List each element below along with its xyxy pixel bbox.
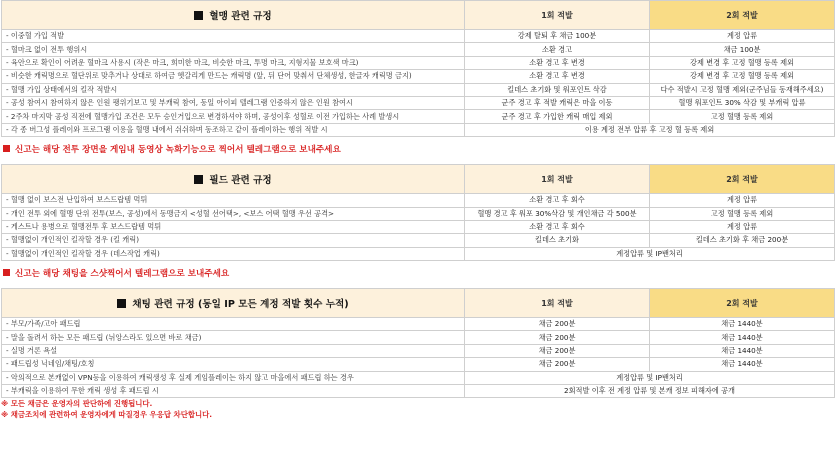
- first-penalty: 소환 경고 후 회수: [465, 194, 650, 207]
- second-penalty: 계정 압류: [650, 194, 835, 207]
- footnote-mute-complaint: ※ 채금조치에 관련하여 운영자에게 따질경우 우응답 차단합니다.: [1, 410, 213, 420]
- table-row: [2, 70, 835, 83]
- second-penalty: 계정 압류: [650, 30, 835, 43]
- table-row: [2, 30, 835, 43]
- table-row: [2, 220, 835, 233]
- blood-rules-title: 혈맹 관련 규정: [2, 1, 465, 30]
- table-row: [2, 385, 835, 398]
- second-penalty: 채금 1440분: [650, 318, 835, 331]
- blood-rules-table: [1, 0, 835, 137]
- first-penalty: 채금 200분: [465, 358, 650, 371]
- rule-desc: - 각 종 버그성 플레이와 프로그램 이용을 혈맹 내에서 쉬쉬하며 동조하고 같이 플레이하는 행위 적발 시: [2, 123, 465, 136]
- second-penalty: 강제 변경 후 고정 혈맹 등록 제외: [650, 70, 835, 83]
- first-penalty: 킬데스 초기화 및 워포인트 삭감: [465, 83, 650, 96]
- rule-desc: - 이중혈 가입 적발: [2, 30, 465, 43]
- rule-desc: - 게스트나 용병으로 혈맹전투 후 보스드랍템 먹튀: [2, 220, 465, 233]
- rule-desc: - 부모/가족/고아 패드립: [2, 318, 465, 331]
- first-penalty: 소환 경고 후 변경: [465, 70, 650, 83]
- table-row: [2, 344, 835, 357]
- table-row: [2, 43, 835, 56]
- table-row: [2, 83, 835, 96]
- square-bullet-icon: [194, 175, 203, 184]
- notice-screenshot-report: 신고는 해당 채팅을 스샷찍어서 텔레그램으로 보내주세요: [0, 261, 835, 288]
- rule-desc: - 혈맹없이 개인적인 킬작할 경우 (킬 캐릭): [2, 234, 465, 247]
- first-penalty: 혈맹 경고 후 워포 30%삭감 및 개인채금 각 500분: [465, 207, 650, 220]
- second-penalty: 계정 압류: [650, 220, 835, 233]
- second-penalty: 강제 변경 후 고정 혈맹 등록 제외: [650, 56, 835, 69]
- blood-col-second: 2회 적발: [650, 1, 835, 30]
- second-penalty: 다수 적발시 고정 혈맹 제외(군주님들 동재해주세요): [650, 83, 835, 96]
- second-penalty: 채금 100분: [650, 43, 835, 56]
- second-penalty: 고정 혈맹 등록 제외: [650, 207, 835, 220]
- rule-desc: - 말을 돌려서 하는 모든 패드립 (뉘앙스라도 있으면 바로 채금): [2, 331, 465, 344]
- footnote-mute-judgement: ※ 모든 채금은 운영자의 판단하에 진행됩니다.: [1, 399, 153, 409]
- rule-desc: - 악의적으로 본캐없이 VPN등을 이용하여 캐릭생성 후 실제 게임플레이는 하지 않고 마을에서 패드립 하는 경우: [2, 371, 465, 384]
- second-penalty: 혈맹 워포인트 30% 삭감 및 부캐릭 압류: [650, 96, 835, 109]
- blood-col-first: 1회 적발: [465, 1, 650, 30]
- first-penalty: 채금 200분: [465, 344, 650, 357]
- first-penalty: 군주 경고 후 적발 캐릭은 마을 이동: [465, 96, 650, 109]
- rule-desc: - 육안으로 확인이 어려운 혈마크 사용시 (작은 마크, 희미한 마크, 비슷한 마크, 투명 마크, 지형지물 보호색 마크): [2, 56, 465, 69]
- chat-col-first: 1회 적발: [465, 289, 650, 318]
- table-row: [2, 234, 835, 247]
- merged-penalty: 이용 계정 전부 압류 후 고정 혈 등록 제외: [465, 123, 835, 136]
- field-rules-title: 필드 관련 규정: [2, 165, 465, 194]
- red-square-bullet-icon: [3, 145, 10, 152]
- second-penalty: 고정 혈맹 등록 제외: [650, 110, 835, 123]
- table-row: [2, 318, 835, 331]
- table-row: [2, 194, 835, 207]
- rule-desc: - 개인 전투 외에 혈맹 단위 전투(보스, 공성)에서 동맹금지 <성혈 선어택>, <보스 어택 혈맹 우선 공격>: [2, 207, 465, 220]
- merged-penalty: 계정압류 및 IP밴처리: [465, 371, 835, 384]
- table-row: [2, 96, 835, 109]
- field-col-second: 2회 적발: [650, 165, 835, 194]
- field-rules-table: [1, 164, 835, 261]
- second-penalty: 채금 1440분: [650, 358, 835, 371]
- table-row: [2, 56, 835, 69]
- first-penalty: 소환 경고: [465, 43, 650, 56]
- rule-desc: - 부캐릭을 이용하여 무한 캐릭 생성 후 패드립 시: [2, 385, 465, 398]
- rule-desc: - 비슷한 캐릭명으로 혈단위로 맞추거나 상대로 하여금 헷갈리게 만드는 캐릭명 (앞, 뒤 단어 맞춰서 단체생성, 한글자 캐릭명 금지): [2, 70, 465, 83]
- rule-desc: - 혈맹없이 개인적인 킬작할 경우 (데스작업 캐릭): [2, 247, 465, 260]
- rule-desc: - 패드립성 닉네임/채팅/호칭: [2, 358, 465, 371]
- rule-desc: - 공성 참여시 참여하지 않은 인원 팽위기보고 및 부캐릭 참여, 동일 아이피 텔레그램 인증하지 않은 인원 참여시: [2, 96, 465, 109]
- table-row: [2, 247, 835, 260]
- first-penalty: 소환 경고 후 회수: [465, 220, 650, 233]
- rule-desc: - 혈맹 가입 상태에서의 킬작 적발시: [2, 83, 465, 96]
- second-penalty: 킬데스 초기화 후 채금 200분: [650, 234, 835, 247]
- field-col-first: 1회 적발: [465, 165, 650, 194]
- second-penalty: 채금 1440분: [650, 331, 835, 344]
- square-bullet-icon: [117, 299, 126, 308]
- table-row: [2, 331, 835, 344]
- first-penalty: 강제 탈퇴 후 채금 100분: [465, 30, 650, 43]
- chat-col-second: 2회 적발: [650, 289, 835, 318]
- first-penalty: 채금 200분: [465, 318, 650, 331]
- rule-desc: - 실명 거론 욕설: [2, 344, 465, 357]
- rule-desc: - 2주차 마지막 공성 직전에 혈맹가입 조건은 모두 승인거입으로 변경하셔야 하며, 공성이후 성혈로 이전 가입하는 사례 발생시: [2, 110, 465, 123]
- square-bullet-icon: [194, 11, 203, 20]
- table-row: [2, 358, 835, 371]
- chat-rules-table: [1, 288, 835, 398]
- second-penalty: 채금 1440분: [650, 344, 835, 357]
- chat-rules-title: 채팅 관련 규정 (동일 IP 모든 계정 적발 횟수 누적): [2, 289, 465, 318]
- notice-video-report: 신고는 해당 전투 장면을 게임내 동영상 녹화기능으로 찍어서 텔레그램으로 보내주세요: [0, 137, 835, 164]
- red-square-bullet-icon: [3, 269, 10, 276]
- first-penalty: 채금 200분: [465, 331, 650, 344]
- table-row: [2, 371, 835, 384]
- first-penalty: 군주 경고 후 가입한 캐릭 매입 제외: [465, 110, 650, 123]
- first-penalty: 소환 경고 후 변경: [465, 56, 650, 69]
- merged-penalty: 계정압류 및 IP밴처리: [465, 247, 835, 260]
- table-row: [2, 123, 835, 136]
- rule-desc: - 혈마크 없이 전투 행위시: [2, 43, 465, 56]
- rule-desc: - 혈맹 없이 보스전 난입하여 보스드랍템 먹튀: [2, 194, 465, 207]
- table-row: [2, 110, 835, 123]
- merged-penalty: 2회적발 이후 전 계정 압류 및 본캐 정보 피해자에 공개: [465, 385, 835, 398]
- first-penalty: 킬데스 초기화: [465, 234, 650, 247]
- table-row: [2, 207, 835, 220]
